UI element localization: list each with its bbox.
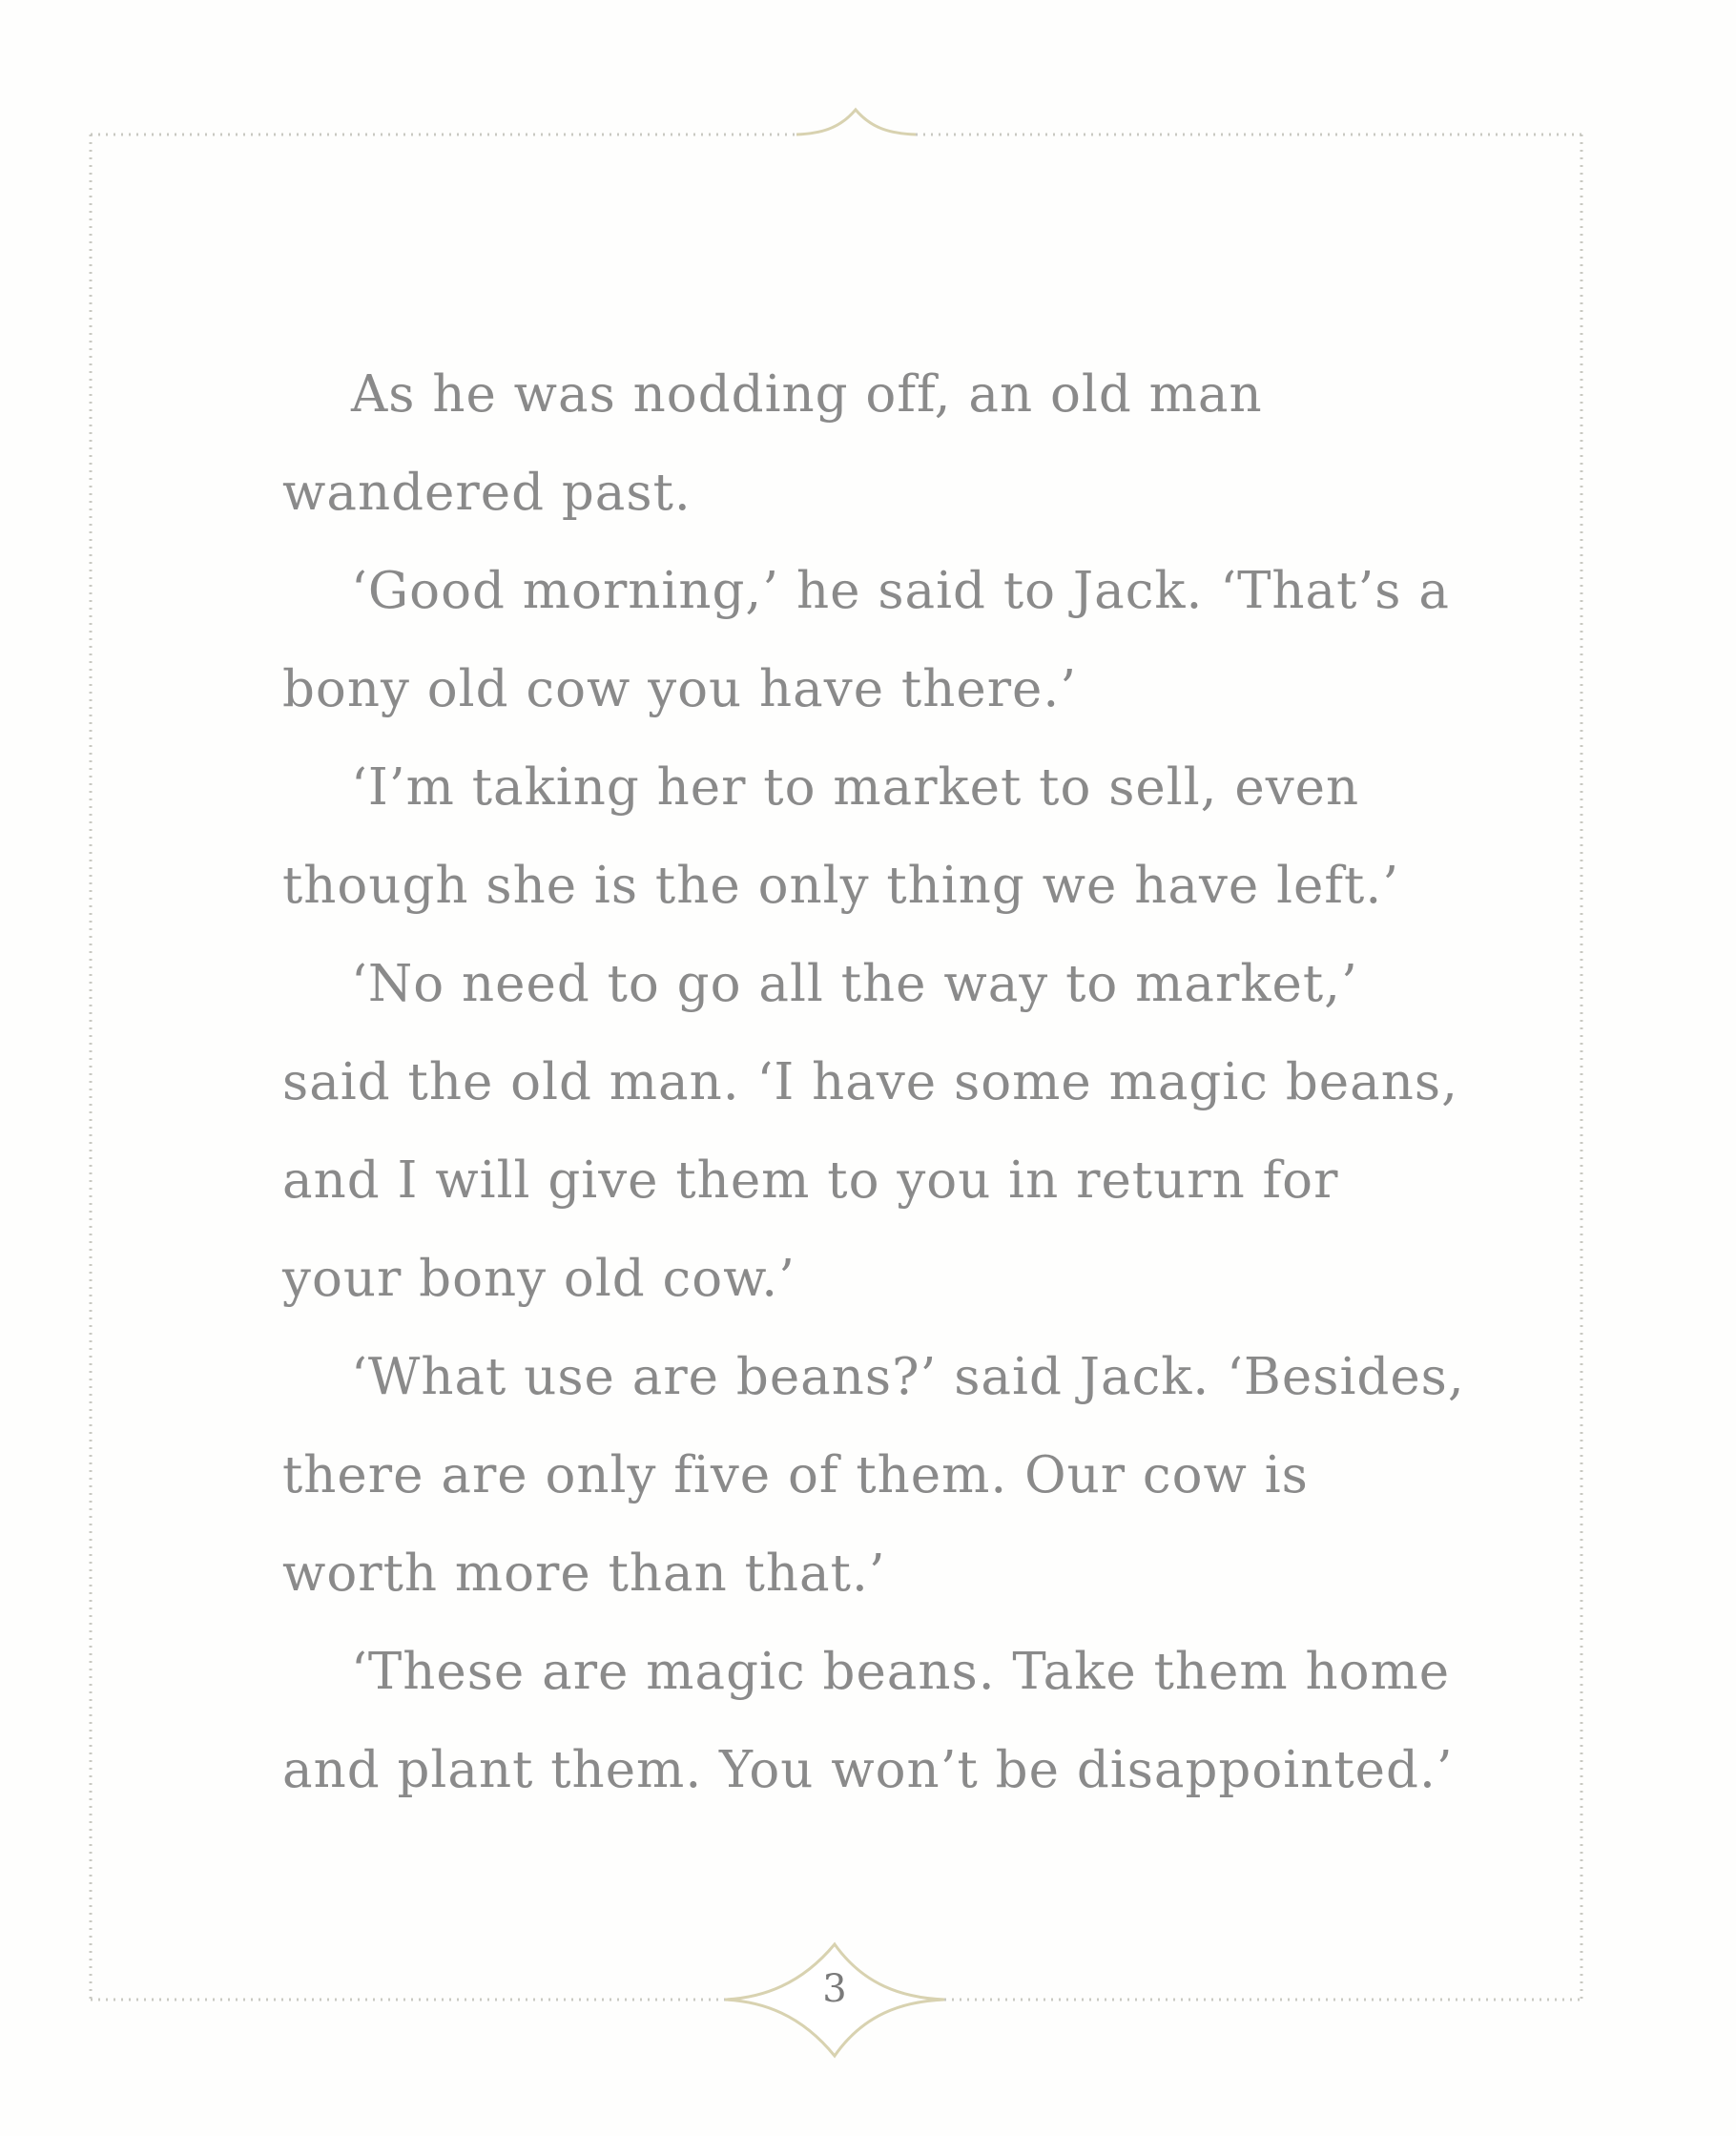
text-line: ‘No need to go all the way to market,’ — [351, 955, 1358, 1013]
text-line: and I will give them to you in return for — [282, 1151, 1339, 1210]
text-line: ‘What use are beans?’ said Jack. ‘Besides, — [351, 1348, 1465, 1406]
text-line: ‘I’m taking her to market to sell, even — [351, 758, 1360, 817]
text-line: bony old cow you have there.’ — [282, 660, 1078, 718]
story-text — [282, 345, 1465, 1819]
text-line: and plant them. You won’t be disappointed.’ — [282, 1741, 1454, 1799]
text-line: ‘Good morning,’ he said to Jack. ‘That’s a — [351, 562, 1450, 620]
text-line: though she is the only thing we have left.’ — [282, 857, 1400, 915]
paragraph — [282, 345, 1427, 542]
text-line: wandered past. — [282, 464, 692, 522]
paragraph — [282, 738, 1427, 935]
text-line: ‘These are magic beans. Take them home — [351, 1643, 1451, 1701]
text-line: said the old man. ‘I have some magic beans, — [282, 1053, 1458, 1111]
paragraph — [282, 1328, 1465, 1623]
paragraph — [282, 935, 1458, 1328]
top-ornament — [796, 110, 916, 135]
paragraph — [282, 542, 1450, 738]
text-line: there are only five of them. Our cow is — [282, 1446, 1309, 1504]
text-line: your bony old cow.’ — [282, 1250, 796, 1308]
page-number: 3 — [822, 1967, 847, 2011]
text-line: worth more than that.’ — [282, 1545, 886, 1603]
text-line: As he was nodding off, an old man — [351, 365, 1263, 424]
paragraph — [282, 1623, 1454, 1819]
